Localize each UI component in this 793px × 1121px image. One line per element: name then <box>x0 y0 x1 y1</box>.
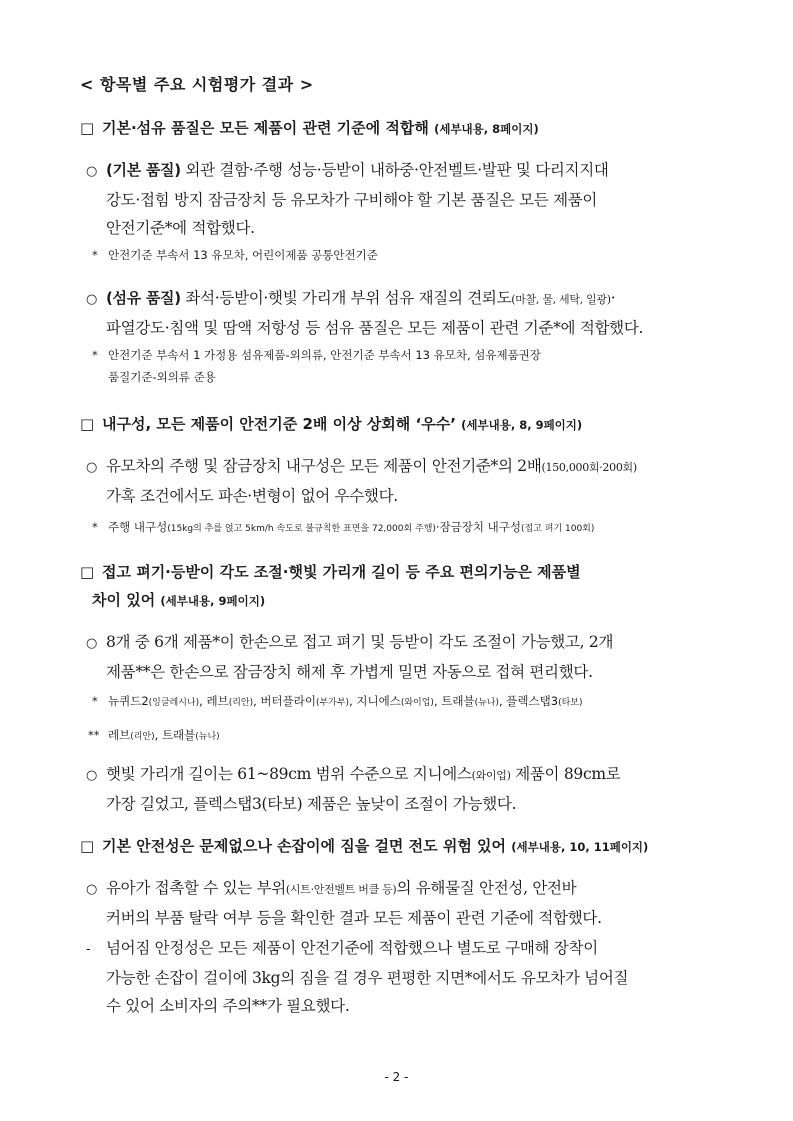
bullet-parenthetical: (150,000회·200회) <box>541 461 637 474</box>
footnote-marker: * <box>92 694 98 708</box>
section-marker: □ <box>80 415 95 433</box>
section-ref: (세부내용, 8, 9페이지) <box>461 418 583 432</box>
footnote-text: , 지니에스 <box>349 694 401 708</box>
section-marker: □ <box>80 119 95 137</box>
footnote-marker: * <box>92 520 98 534</box>
footnote-folding-2 <box>88 724 722 748</box>
footnote-basic-quality <box>92 244 726 266</box>
footnote-parenthetical: (뉴나) <box>474 698 499 708</box>
footnote-text: , 트래블 <box>433 694 475 708</box>
bullet-text: 제품**은 한손으로 잠금장치 해제 후 가볍게 밀면 자동으로 접혀 편리했다. <box>106 663 593 681</box>
bullet-tipping <box>86 934 726 1020</box>
bullet-parenthetical: (시트·안전벨트 버클 등) <box>285 883 397 896</box>
footnote-folding-1 <box>92 690 726 714</box>
footnote-text: 안전기준 부속서 13 유모차, 어린이제품 공통안전기준 <box>108 248 378 262</box>
bullet-lead: (섬유 품질) <box>106 289 181 307</box>
bullet-text: 햇빛 가리개 길이는 61~89cm 범위 수준으로 지니에스 <box>106 765 472 783</box>
bullet-marker: ○ <box>86 164 98 179</box>
footnote-text: 뉴퀴드2 <box>108 694 149 708</box>
bullet-text: 가능한 손잡이 걸이에 3kg의 짐을 걸 경우 편평한 지면*에서도 유모차가 넘어질 <box>106 969 629 987</box>
footnote-text: , 트래블 <box>154 728 196 742</box>
section-heading-convenience <box>80 558 730 615</box>
bullet-text: 외관 결함·주행 성능·등받이 내하중·안전벨트·발판 및 다리지지대 <box>180 161 609 179</box>
bullet-text: 가장 길었고, 플렉스탭3(타보) 제품은 높낮이 조절이 가능했다. <box>106 795 517 813</box>
section-heading-quality <box>80 114 730 143</box>
bullet-text: 파열강도·침액 및 땀액 저항성 등 섬유 품질은 모든 제품이 관련 기준*에 적합했다. <box>106 319 644 337</box>
footnote-parenthetical: (리안) <box>130 732 155 742</box>
bullet-lead: (기본 품질) <box>106 161 181 179</box>
footnote-text: 품질기준-외의류 준용 <box>108 370 216 384</box>
bullet-folding <box>86 628 726 686</box>
section-heading-text: 내구성, 모든 제품이 안전기준 2배 이상 상회해 ‘우수’ <box>102 415 456 433</box>
bullet-parenthetical: (와이업) <box>471 769 511 782</box>
section-heading-text: 기본 안전성은 문제없으나 손잡이에 짐을 걸면 전도 위험 있어 <box>102 837 507 855</box>
footnote-parenthetical: (뉴나) <box>195 732 220 742</box>
footnote-fiber-quality <box>92 344 726 388</box>
footnote-marker: * <box>92 248 98 262</box>
section-ref: (세부내용, 8페이지) <box>434 122 539 136</box>
footnote-marker: ** <box>88 728 100 742</box>
page-number: - 2 - <box>384 1070 409 1084</box>
footnote-text: , 버터플라이 <box>253 694 316 708</box>
footnote-text: , 플렉스탭3 <box>499 694 559 708</box>
footnote-parenthetical: (접고 펴기 100회) <box>521 524 595 534</box>
footnote-marker: * <box>92 348 98 362</box>
footnote-text: ·잠금장치 내구성 <box>435 520 521 534</box>
bullet-durability <box>86 452 726 510</box>
footnote-parenthetical: (리안) <box>228 698 254 708</box>
bullet-basic-quality <box>86 156 726 242</box>
bullet-fiber-quality <box>86 284 726 342</box>
footnote-text: 레브 <box>108 728 131 742</box>
footnote-parenthetical: (부가부) <box>315 698 350 708</box>
bullet-text: 수 있어 소비자의 주의**가 필요했다. <box>106 997 350 1015</box>
bullet-text: 넘어짐 안정성은 모든 제품이 안전기준에 적합했으나 별도로 구매해 장착이 <box>106 939 598 957</box>
bullet-text: 가혹 조건에서도 파손·변형이 없어 우수했다. <box>106 487 398 505</box>
bullet-text: 유아가 접촉할 수 있는 부위 <box>106 879 286 897</box>
section-heading-text: 접고 펴기·등받이 각도 조절·햇빛 가리개 길이 등 주요 편의기능은 제품별 <box>102 563 581 581</box>
footnote-parenthetical: (15kg의 추를 얹고 5km/h 속도로 불규칙한 표면을 72,000회 주행) <box>167 524 436 534</box>
bullet-safety <box>86 874 726 932</box>
bullet-text: 강도·접힘 방지 잠금장치 등 유모차가 구비해야 할 기본 품질은 모든 제품이 <box>106 191 598 209</box>
bullet-text: 유모차의 주행 및 잠금장치 내구성은 모든 제품이 안전기준*의 2배 <box>106 457 542 475</box>
section-ref: (세부내용, 10, 11페이지) <box>511 840 649 854</box>
bullet-text: · <box>610 289 616 307</box>
section-heading-safety <box>80 832 730 861</box>
footnote-text: , 레브 <box>199 694 229 708</box>
bullet-text: 커버의 부품 탈락 여부 등을 확인한 결과 모든 제품이 관련 기준에 적합했다. <box>106 909 602 927</box>
bullet-marker: - <box>86 942 91 957</box>
footnote-text: 안전기준 부속서 1 가정용 섬유제품-외의류, 안전기준 부속서 13 유모차, 섬유제품권장 <box>108 348 541 362</box>
bullet-text: 제품이 89cm로 <box>510 765 621 783</box>
bullet-marker: ○ <box>86 636 98 651</box>
bullet-text: 안전기준*에 적합했다. <box>106 219 255 237</box>
section-heading-durability <box>80 410 730 439</box>
footnote-parenthetical: (잉글레시나) <box>148 698 200 708</box>
section-marker: □ <box>80 563 95 581</box>
footnote-parenthetical: (와이업) <box>400 698 434 708</box>
bullet-parenthetical: (마찰, 물, 세탁, 일광) <box>511 293 611 306</box>
bullet-text: 좌석·등받이·햇빛 가리개 부위 섬유 재질의 견뢰도 <box>180 289 512 307</box>
footnote-durability <box>92 516 726 540</box>
bullet-text: 8개 중 6개 제품*이 한손으로 접고 펴기 및 등받이 각도 조절이 가능했고, 2개 <box>106 633 614 651</box>
bullet-canopy <box>86 760 726 818</box>
section-heading-text: 기본·섬유 품질은 모든 제품이 관련 기준에 적합해 <box>102 119 429 137</box>
bullet-marker: ○ <box>86 882 98 897</box>
bullet-marker: ○ <box>86 460 98 475</box>
page-title: < 항목별 주요 시험평가 결과 > <box>80 75 314 94</box>
section-ref: (세부내용, 9페이지) <box>160 594 266 608</box>
section-marker: □ <box>80 837 95 855</box>
section-heading-text: 차이 있어 <box>92 591 156 609</box>
footnote-text: 주행 내구성 <box>108 520 168 534</box>
bullet-marker: ○ <box>86 768 98 783</box>
footnote-parenthetical: (타보) <box>558 698 583 708</box>
bullet-marker: ○ <box>86 292 98 307</box>
bullet-text: 의 유해물질 안전성, 안전바 <box>396 879 577 897</box>
